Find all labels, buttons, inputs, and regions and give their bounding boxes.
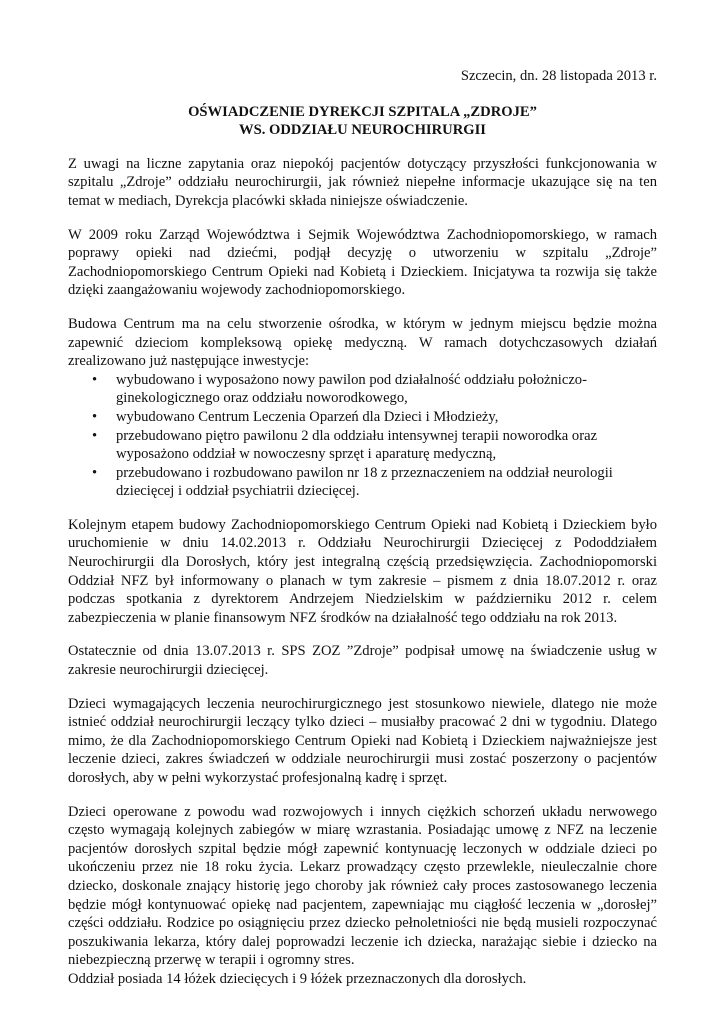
document-title <box>68 103 657 140</box>
paragraph-next-stage: Kolejnym etapem budowy Zachodniopomorskiego Centrum Opieki nad Kobietą i Dzieckiem było uruchomienie w dniu 14.02.2013 r. Oddziału Neurochirurgii Dziecięcej z Pododdziałem Neurochirurgii dla Dorosłych, który jest integralną częścią przedsięwzięcia. Zachodniopomorski Oddział NFZ był informowany o planach w tym zakresie – pismem z dnia 18.07.2012 r. oraz podczas spotkania z dyrektorem Andrzejem Niedzielskim w październiku 2012 r. celem zabezpieczenia w planie finansowym NFZ środków na działalność tego oddziału na rok 2013. <box>68 516 657 626</box>
list-item-text: przebudowano piętro pawilonu 2 dla oddziału intensywnej terapii noworodka oraz wyposażono oddział w nowoczesny sprzęt i aparaturę medyczną, <box>116 427 598 463</box>
paragraph-history: W 2009 roku Zarząd Województwa i Sejmik Województwa Zachodniopomorskiego, w ramach poprawy opieki nad dziećmi, podjął decyzję o utworzeniu w szpitalu „Zdroje” Zachodniopomorskiego Centrum Opieki nad Kobietą i Dzieckiem. Inicjatywa ta rozwija się także dzięki zaangażowaniu wojewody zachodniopomorskiego. <box>68 226 657 299</box>
list-item-text: wybudowano i wyposażono nowy pawilon pod działalność oddziału położniczo-ginekologicznego oraz oddziału noworodkowego, <box>116 371 587 407</box>
title-line-2: WS. ODDZIAŁU NEUROCHIRURGII <box>239 122 486 139</box>
list-item <box>92 427 657 464</box>
bullet-icon: • <box>92 464 98 481</box>
list-item-text: przebudowano i rozbudowano pawilon nr 18 z przeznaczeniem na oddział neurologii dziecięcej i oddział psychiatrii dziecięcej. <box>116 464 613 500</box>
list-item-text: wybudowano Centrum Leczenia Oparzeń dla Dzieci i Młodzieży, <box>116 408 499 425</box>
document-date: Szczecin, dn. 28 listopada 2013 r. <box>460 68 657 84</box>
bullet-icon: • <box>92 408 98 425</box>
paragraph-beds: Oddział posiada 14 łóżek dziecięcych i 9 łóżek przeznaczonych dla dorosłych. <box>68 970 527 987</box>
list-item <box>92 371 657 408</box>
title-line-1: OŚWIADCZENIE DYREKCJI SZPITALA „ZDROJE” <box>188 103 537 120</box>
bullet-icon: • <box>92 427 98 444</box>
investments-list <box>68 371 657 501</box>
paragraph-adult-patients: Dzieci wymagających leczenia neurochirurgicznego jest stosunkowo niewiele, dlatego nie może istnieć oddział neurochirurgii leczący tylko dzieci – musiałby pracować 2 dni w tygodniu. Dlatego mimo, że dla Zachodniopomorskiego Centrum Opieki nad Kobietą i Dzieckiem najważniejsze jest leczenie dzieci, zakres świadczeń w oddziale neurochirurgii musi zostać poszerzony o pacjentów dorosłych, aby w pełni wykorzystać profesjonalną kadrę i sprzęt. <box>68 695 657 786</box>
list-item <box>92 408 657 427</box>
paragraph-contract: Ostatecznie od dnia 13.07.2013 r. SPS ZOZ ”Zdroje” podpisał umowę na świadczenie usług w zakresie neurochirurgii dziecięcej. <box>68 643 657 679</box>
paragraph-intro: Z uwagi na liczne zapytania oraz niepokój pacjentów dotyczący przyszłości funkcjonowania w szpitalu „Zdroje” oddziału neurochirurgii, jak również niepełne informacje ukazujące się na ten temat w mediach, Dyrekcja placówki składa niniejsze oświadczenie. <box>68 155 657 209</box>
paragraph-continuity: Dzieci operowane z powodu wad rozwojowych i innych ciężkich schorzeń układu nerwowego często wymagają kolejnych zabiegów w miarę wzrastania. Posiadając umowę z NFZ na leczenie pacjentów dorosłych szpital będzie mógł zapewnić kontynuację leczonych w oddziale dzieci po ukończeniu przez nie 18 roku życia. Lekarz prowadzący często przewlekle, nieuleczalnie chore dziecko, doskonale znający historię jego choroby jak również cały proces zastosowanego leczenia będzie mógł kontynuować opiekę nad pacjentem, zapewniając mu ciągłość leczenia w „dorosłej” części oddziału. Rodzice po osiągnięciu przez dziecko pełnoletniości nie będą musieli rozpoczynać poszukiwania lekarza, który dalej poprowadzi leczenie ich dziecka, narażając siebie i dziecko na niebezpieczną przerwę w terapii i ogromny stres. <box>68 803 657 969</box>
list-item <box>92 464 657 501</box>
paragraph-investments-intro: Budowa Centrum ma na celu stworzenie ośrodka, w którym w jednym miejscu będzie można zapewnić dzieciom kompleksową opiekę medyczną. W ramach dotychczasowych działań zrealizowano już następujące inwestycje: <box>68 315 657 370</box>
bullet-icon: • <box>92 371 98 388</box>
